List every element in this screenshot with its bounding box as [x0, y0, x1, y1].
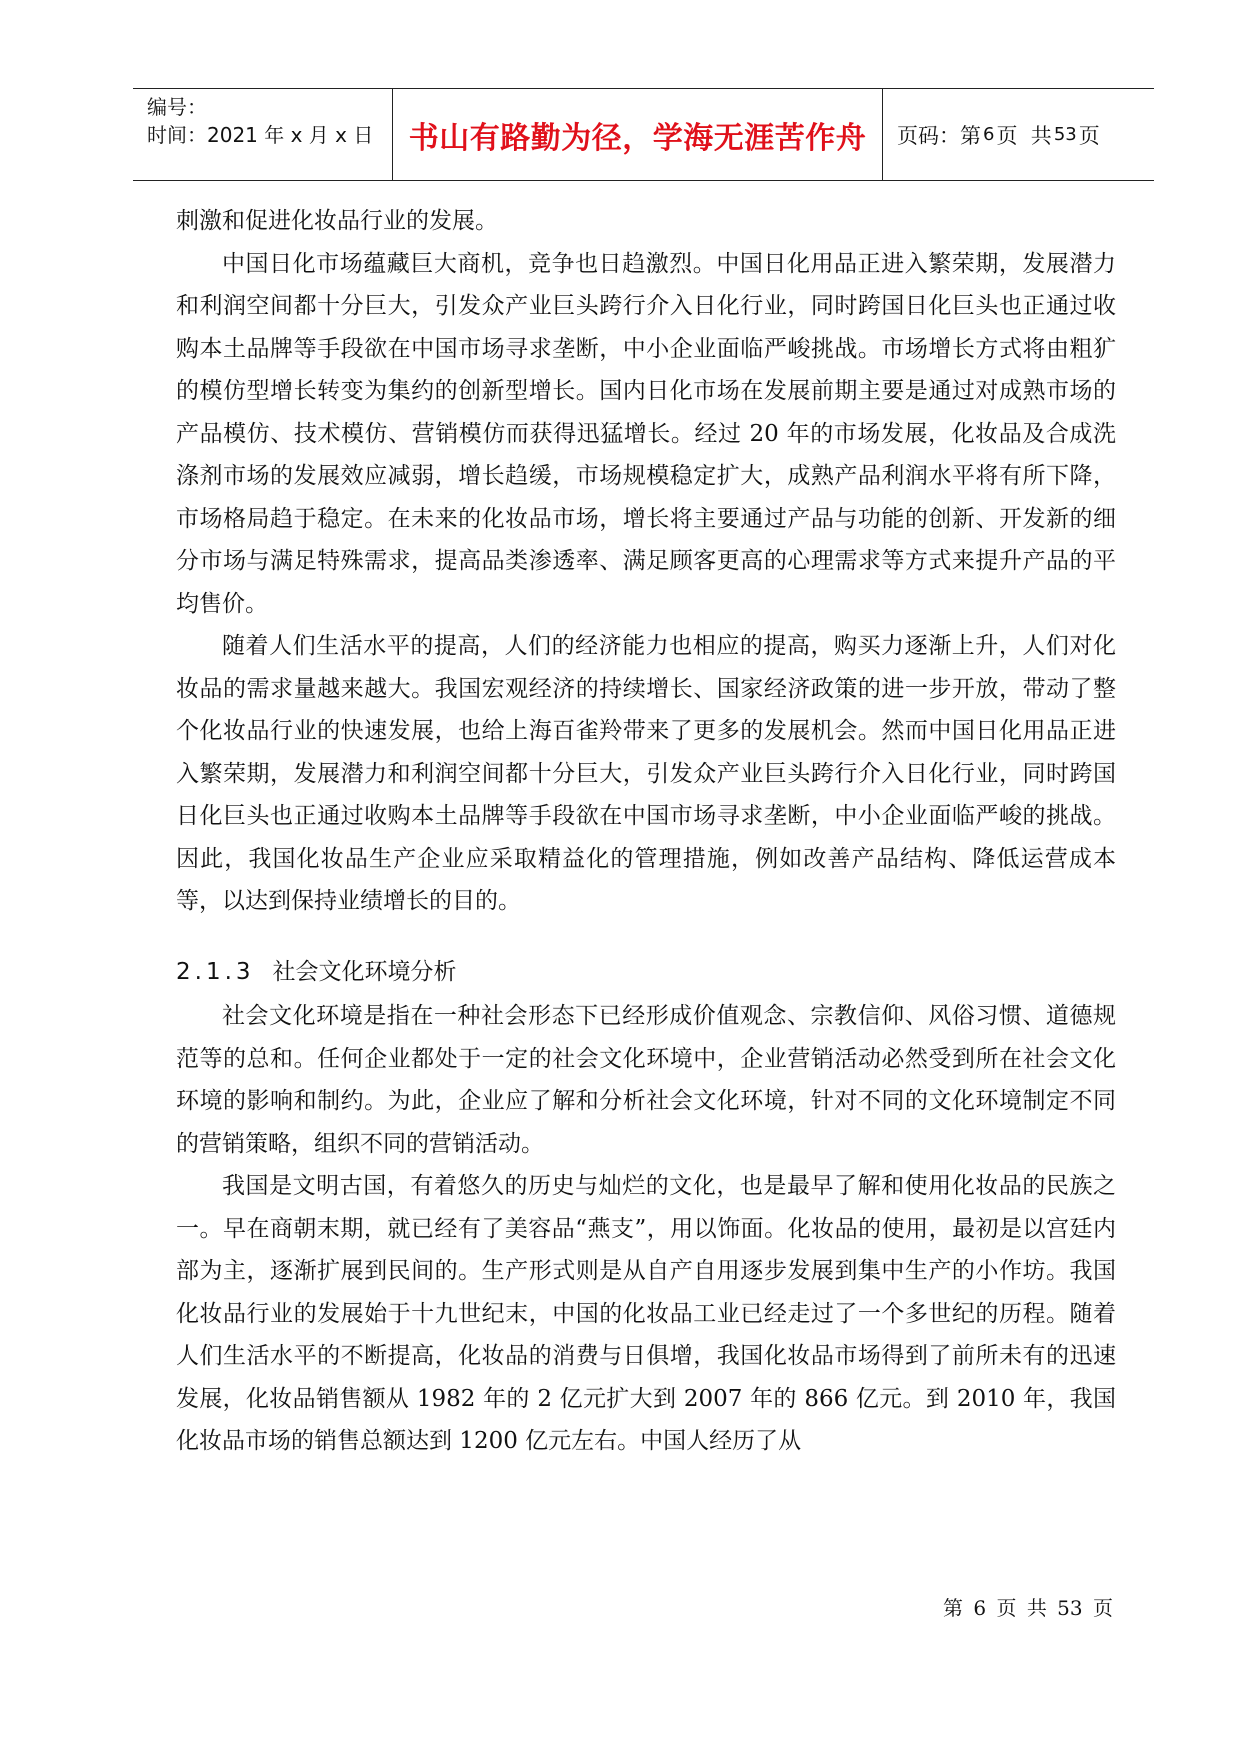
page-prefix: 页码：第: [897, 123, 981, 148]
page-footer: 第 6 页 共 53 页: [943, 1596, 1113, 1620]
section-number: 2.1.3: [176, 958, 255, 985]
paragraph: 随着人们生活水平的提高，人们的经济能力也相应的提高，购买力逐渐上升，人们对化妆品的需求量越来越大。我国宏观经济的持续增长、国家经济政策的进一步开放，带动了整个化妆品行业的快速发展，也给上海百雀羚带来了更多的发展机会。然而中国日化用品正进入繁荣期，发展潜力和利润空间都十分巨大，引发众产业巨头跨行介入日化行业，同时跨国日化巨头也正通过收购本土品牌等手段欲在中国市场寻求垄断，中小企业面临严峻的挑战。因此，我国化妆品生产企业应采取精益化的管理措施，例如改善产品结构、降低运营成本等，以达到保持业绩增长的目的。: [176, 633, 1116, 914]
paragraph: 社会文化环境是指在一种社会形态下已经形成价值观念、宗教信仰、风俗习惯、道德规范等的总和。任何企业都处于一定的社会文化环境中，企业营销活动必然受到所在社会文化环境的影响和制约。为此，企业应了解和分析社会文化环境，针对不同的文化环境制定不同的营销策略，组织不同的营销活动。: [176, 1003, 1116, 1157]
page-suffix: 页: [1078, 123, 1100, 148]
section-title: 社会文化环境分析: [272, 958, 457, 985]
page-current: 6: [983, 124, 995, 145]
number-label: 编号：: [147, 95, 207, 119]
header-meta: [133, 89, 393, 180]
page-header: [133, 88, 1154, 181]
time-label: 时间：2021 年 x 月 x 日: [147, 123, 374, 147]
page-total: 53: [1053, 124, 1077, 145]
paragraph: 我国是文明古国，有着悠久的历史与灿烂的文化，也是最早了解和使用化妆品的民族之一。早在商朝末期，就已经有了美容品“燕支”，用以饰面。化妆品的使用，最初是以宫廷内部为主，逐渐扩展到民间的。生产形式则是从自产自用逐步发展到集中生产的小作坊。我国化妆品行业的发展始于十九世纪末，中国的化妆品工业已经走过了一个多世纪的历程。随着人们生活水平的不断提高，化妆品的消费与日俱增，我国化妆品市场得到了前所未有的迅速发展，化妆品销售额从 1982 年的 2 亿元扩大到 2007 年的 866 亿元。到 2010 年，我国化妆品市场的销售总额达到 1200 亿元左右。中国人经历了从: [176, 1173, 1116, 1454]
paragraph: 中国日化市场蕴藏巨大商机，竞争也日趋激烈。中国日化用品正进入繁荣期，发展潜力和利润空间都十分巨大，引发众产业巨头跨行介入日化行业，同时跨国日化巨头也正通过收购本土品牌等手段欲在中国市场寻求垄断，中小企业面临严峻挑战。市场增长方式将由粗犷的模仿型增长转变为集约的创新型增长。国内日化市场在发展前期主要是通过对成熟市场的产品模仿、技术模仿、营销模仿而获得迅猛增长。经过 20 年的市场发展，化妆品及合成洗涤剂市场的发展效应减弱，增长趋缓，市场规模稳定扩大，成熟产品利润水平将有所下降，市场格局趋于稳定。在未来的化妆品市场，增长将主要通过产品与功能的创新、开发新的细分市场与满足特殊需求，提高品类渗透率、满足顾客更高的心理需求等方式来提升产品的平均售价。: [176, 250, 1116, 617]
header-motto: 书山有路勤为径，学海无涯苦作舟: [393, 89, 883, 180]
header-page-info: [883, 89, 1154, 180]
page-mid: 页 共: [996, 123, 1052, 148]
section-heading: [176, 951, 1116, 994]
document-body: [176, 200, 1116, 1463]
paragraph-continued: 刺激和促进化妆品行业的发展。: [176, 208, 498, 234]
